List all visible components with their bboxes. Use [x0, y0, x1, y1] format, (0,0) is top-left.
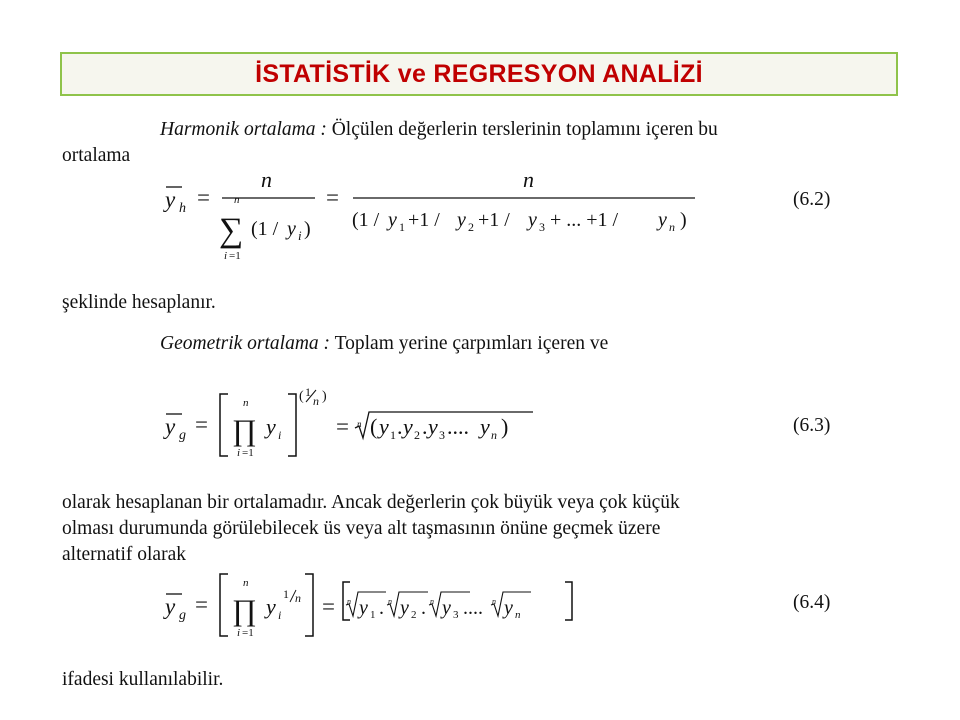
- svg-text:y: y: [658, 209, 667, 231]
- svg-text:y: y: [165, 594, 176, 619]
- svg-text:y: y: [379, 414, 389, 439]
- svg-text:y: y: [287, 218, 296, 240]
- harmonic-cont-text: ortalama: [62, 145, 131, 166]
- svg-text:....: ....: [447, 414, 469, 439]
- olarak-line-1: olarak hesaplanan bir ortalamadır. Ancak değerlerin çok büyük veya çok küçük: [62, 492, 680, 513]
- svg-text:n: n: [388, 597, 392, 606]
- svg-text:+1 /: +1 /: [478, 209, 510, 231]
- harmonic-term: Harmonik ortalama :: [160, 119, 327, 140]
- geometric-text: Toplam yerine çarpımları içeren ve: [330, 333, 609, 354]
- svg-text:=1: =1: [242, 447, 254, 459]
- svg-text:1: 1: [399, 220, 405, 234]
- svg-text:i: i: [298, 228, 302, 243]
- svg-text:n: n: [491, 428, 497, 442]
- svg-text:(: (: [370, 414, 378, 439]
- svg-text:): ): [322, 389, 327, 404]
- harmonic-paragraph: [62, 117, 882, 142]
- svg-text:y: y: [165, 414, 176, 439]
- svg-text:1: 1: [390, 428, 396, 442]
- sekilnde-paragraph: şeklinde hesaplanır.: [62, 292, 216, 313]
- svg-text:y: y: [165, 187, 176, 212]
- svg-text:....: ....: [463, 597, 483, 619]
- svg-text:y: y: [266, 594, 276, 619]
- svg-text:i: i: [278, 428, 282, 442]
- svg-text:n: n: [261, 167, 272, 192]
- svg-text:2: 2: [411, 609, 417, 621]
- svg-text:y: y: [428, 414, 438, 439]
- svg-text:=: =: [195, 412, 208, 437]
- equation-number-6-3: (6.3): [793, 415, 831, 436]
- svg-text:y: y: [528, 209, 537, 231]
- svg-text:n: n: [243, 397, 249, 409]
- svg-text:3: 3: [439, 428, 445, 442]
- svg-text:y: y: [266, 414, 276, 439]
- svg-text:1: 1: [283, 587, 289, 601]
- svg-text:.: .: [397, 414, 403, 439]
- svg-text:g: g: [179, 608, 186, 623]
- svg-text:3: 3: [453, 609, 459, 621]
- svg-text:y: y: [480, 414, 490, 439]
- svg-text:(: (: [299, 389, 304, 404]
- svg-text:=: =: [322, 594, 335, 619]
- svg-text:2: 2: [414, 428, 420, 442]
- svg-text:g: g: [179, 428, 186, 443]
- svg-text:=: =: [195, 592, 208, 617]
- svg-text:∑: ∑: [219, 212, 244, 249]
- olarak-line-3: alternatif olarak: [62, 544, 186, 565]
- svg-text:1: 1: [305, 385, 311, 399]
- svg-text:n: n: [430, 597, 434, 606]
- svg-text:): ): [680, 209, 687, 231]
- svg-text:=: =: [326, 185, 339, 210]
- olarak-line-2: olması durumunda görülebilecek üs veya alt taşmasının önüne geçmek üzere: [62, 518, 661, 539]
- svg-text:y: y: [504, 597, 513, 619]
- svg-text:n: n: [357, 419, 362, 429]
- svg-text:i: i: [278, 608, 282, 622]
- svg-text:i: i: [237, 627, 241, 639]
- svg-text:n: n: [313, 394, 319, 408]
- svg-text:y: y: [442, 597, 451, 619]
- svg-text:i: i: [237, 447, 241, 459]
- svg-text:(1 /: (1 /: [251, 218, 279, 240]
- svg-text:∏: ∏: [232, 414, 257, 447]
- svg-text:3: 3: [539, 220, 545, 234]
- svg-text:=: =: [197, 185, 210, 210]
- harmonic-text: Ölçülen değerlerin terslerinin toplamını içeren bu: [326, 119, 718, 140]
- harmonic-paragraph-cont: [62, 143, 130, 168]
- svg-text:(1 /: (1 /: [352, 209, 380, 231]
- svg-text:=1: =1: [229, 250, 241, 262]
- svg-text:): ): [501, 414, 509, 439]
- ifadesi-paragraph: ifadesi kullanılabilir.: [62, 669, 224, 690]
- svg-text:+1 /: +1 /: [408, 209, 440, 231]
- svg-text:y: y: [457, 209, 466, 231]
- equation-number-6-4: (6.4): [793, 592, 831, 613]
- svg-text:.: .: [422, 414, 428, 439]
- svg-text:n: n: [295, 591, 301, 605]
- svg-text:n: n: [347, 597, 351, 606]
- svg-text:n: n: [523, 167, 534, 192]
- equation-6-2: [150, 165, 710, 265]
- svg-text:.: .: [379, 597, 384, 619]
- svg-text:n: n: [515, 609, 521, 621]
- svg-text:n: n: [492, 597, 496, 606]
- svg-text:): ): [304, 218, 311, 240]
- title-banner: [60, 52, 898, 96]
- svg-text:=: =: [336, 414, 349, 439]
- svg-text:y: y: [400, 597, 409, 619]
- svg-text:n: n: [234, 194, 240, 206]
- svg-text:n: n: [669, 220, 675, 234]
- svg-text:y: y: [359, 597, 368, 619]
- svg-text:n: n: [243, 577, 249, 589]
- svg-text:y: y: [403, 414, 413, 439]
- svg-text:2: 2: [468, 220, 474, 234]
- svg-text:1: 1: [370, 609, 376, 621]
- svg-text:+ ... +1 /: + ... +1 /: [550, 209, 619, 231]
- svg-text:∏: ∏: [232, 594, 257, 627]
- geometric-term: Geometrik ortalama :: [160, 333, 331, 354]
- page-title: İSTATİSTİK ve REGRESYON ANALİZİ: [255, 59, 703, 88]
- svg-text:.: .: [421, 597, 426, 619]
- equation-6-4: [150, 568, 600, 643]
- svg-text:h: h: [179, 201, 186, 216]
- geometric-paragraph: [160, 331, 608, 356]
- equation-6-3: [150, 380, 570, 465]
- svg-text:y: y: [388, 209, 397, 231]
- svg-text:=1: =1: [242, 627, 254, 639]
- svg-text:i: i: [224, 250, 228, 262]
- equation-number-6-2: (6.2): [793, 189, 831, 210]
